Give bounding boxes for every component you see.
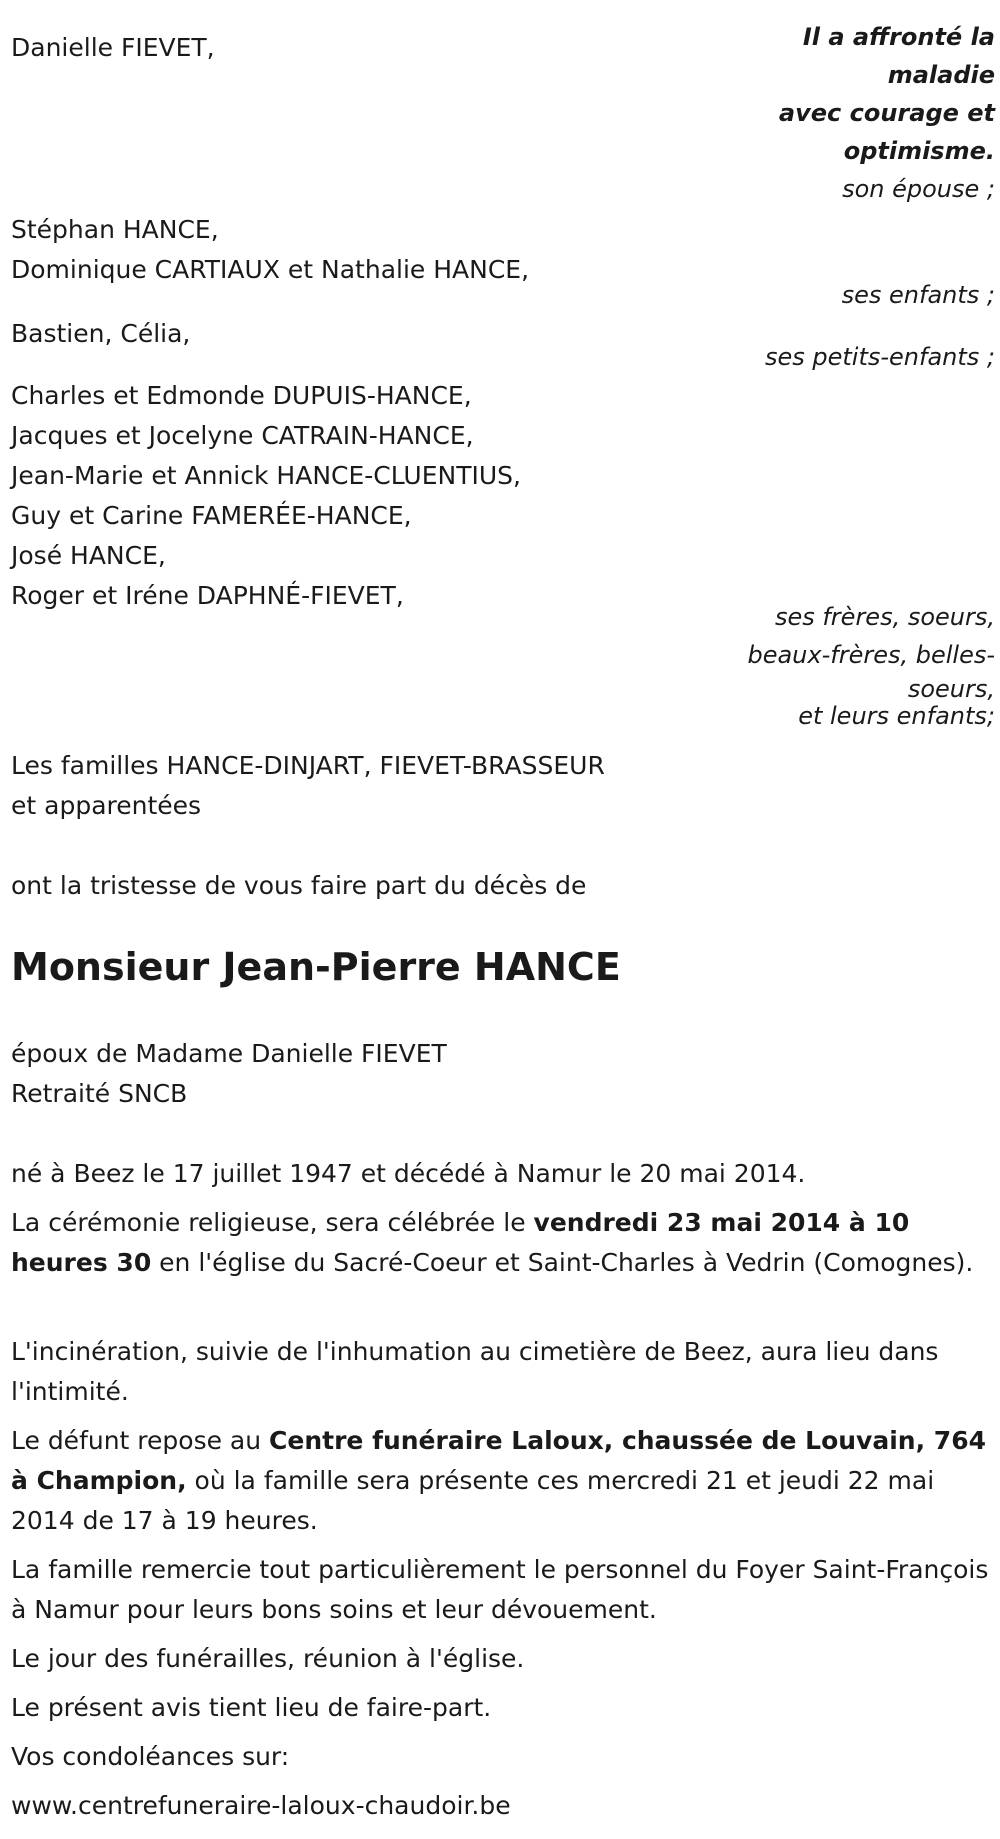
spouse-name: Danielle FIEVET, bbox=[11, 33, 215, 62]
website-link[interactable]: www.centrefuneraire-laloux-chaudoir.be bbox=[11, 1791, 511, 1820]
condolences-label: Vos condoléances sur: bbox=[11, 1742, 290, 1771]
notice: Le présent avis tient lieu de faire-part. bbox=[11, 1693, 492, 1722]
motto-line: avec courage et bbox=[778, 99, 995, 127]
sibling-name: José HANCE, bbox=[11, 541, 166, 570]
grandchildren-role: ses petits-enfants ; bbox=[764, 343, 995, 371]
siblings-role-line: et leurs enfants; bbox=[798, 702, 995, 730]
child-name: Dominique CARTIAUX et Nathalie HANCE, bbox=[11, 255, 530, 284]
cremation-paragraph: L'incinération, suivie de l'inhumation au cimetière de Beez, aura lieu dans l'intimité. bbox=[11, 1337, 939, 1406]
siblings-role-line: ses frères, soeurs, bbox=[774, 603, 995, 631]
obituary-notice bbox=[11, 0, 995, 1839]
motto-line: maladie bbox=[887, 61, 995, 89]
repose-paragraph bbox=[11, 1421, 991, 1541]
sibling-name: Guy et Carine FAMERÉE-HANCE, bbox=[11, 501, 412, 530]
siblings-role bbox=[747, 598, 995, 728]
sibling-name: Jean-Marie et Annick HANCE-CLUENTIUS, bbox=[11, 461, 521, 490]
repose-visiting: où la famille sera présente ces mercredi 21 et jeudi 22 mai 2014 de 17 à 19 heures. bbox=[11, 1466, 935, 1535]
announcement: ont la tristesse de vous faire part du décès de bbox=[11, 871, 587, 900]
deceased-occupation: Retraité SNCB bbox=[11, 1079, 188, 1108]
motto-line: optimisme. bbox=[843, 137, 995, 165]
ceremony-location: en l'église du Sacré-Coeur et Saint-Charles à Vedrin (Comognes). bbox=[151, 1248, 974, 1277]
siblings-role-line: soeurs, bbox=[907, 675, 995, 703]
ceremony-text: La cérémonie religieuse, sera célébrée le bbox=[11, 1208, 534, 1237]
ceremony-date: vendredi 23 mai 2014 à 10 heures 30 bbox=[11, 1208, 910, 1277]
grandchildren-names: Bastien, Célia, bbox=[11, 319, 191, 348]
siblings-role-line: beaux-frères, belles- bbox=[747, 641, 995, 669]
birth-death: né à Beez le 17 juillet 1947 et décédé à Namur le 20 mai 2014. bbox=[11, 1159, 806, 1188]
deceased-name: Monsieur Jean-Pierre HANCE bbox=[11, 945, 621, 989]
motto-line: Il a affronté la bbox=[802, 23, 995, 51]
funeral-meeting: Le jour des funérailles, réunion à l'église. bbox=[11, 1644, 525, 1673]
sibling-name: Charles et Edmonde DUPUIS-HANCE, bbox=[11, 381, 472, 410]
repose-place: Centre funéraire Laloux, chaussée de Louvain, 764 à Champion, bbox=[11, 1426, 986, 1495]
deceased-spouse-line: époux de Madame Danielle FIEVET bbox=[11, 1039, 447, 1068]
thanks-paragraph: La famille remercie tout particulièrement le personnel du Foyer Saint-François à Namur pour leurs bons soins et leur dévouement. bbox=[11, 1555, 989, 1624]
sibling-name: Roger et Iréne DAPHNÉ-FIEVET, bbox=[11, 581, 404, 610]
ceremony-paragraph bbox=[11, 1203, 991, 1283]
families-line: Les familles HANCE-DINJART, FIEVET-BRASSEUR bbox=[11, 751, 605, 780]
spouse-role: son épouse ; bbox=[842, 175, 995, 203]
motto bbox=[779, 18, 995, 170]
sibling-name: Jacques et Jocelyne CATRAIN-HANCE, bbox=[11, 421, 474, 450]
families-line: et apparentées bbox=[11, 791, 202, 820]
children-role: ses enfants ; bbox=[841, 281, 995, 309]
child-name: Stéphan HANCE, bbox=[11, 215, 219, 244]
repose-text: Le défunt repose au bbox=[11, 1426, 270, 1455]
